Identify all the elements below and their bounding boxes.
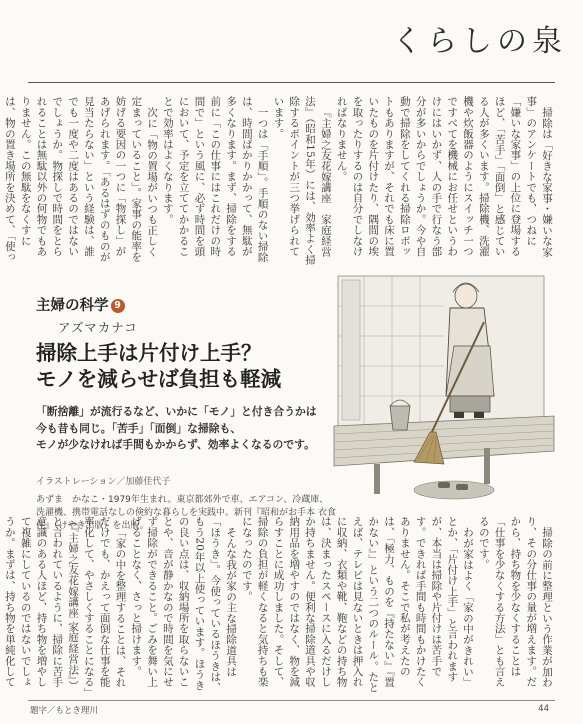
body-paragraph: 次に「物の置場がいつも正しく定まっていること」。家事の能率を妨げる要因の一つに「物探し」があげられます。「あるはずのものが見当たらない」という経験は、誰でも一度や二度はあるのではないでしょうか。物探しで時間をとられることは無駄以外の何物でもありません。この無駄をなくすには、物の置き場所を決めて、「使っ [3, 96, 159, 262]
body-paragraph: 「家の中を整理することは、それだけでも、かえって面倒な仕事を能率化して、やさしくすることになる」（『主婦之友花嫁講座 家庭経営法』）と言われているように、掃除に苦手意識のある人ほど、持ち物を増やして複雑にしているのではないでしょうか。まずは、持ち物を単純化して [3, 516, 127, 693]
page-number: 44 [538, 704, 549, 714]
body-bottom-columns [3, 516, 554, 694]
sweeping-woman-illustration [334, 266, 554, 506]
body-paragraph: 『主婦之友花嫁講座 家庭経営法』（昭和15年）には、効率よく掃除するポイントが三つ挙げられています。 [272, 96, 332, 266]
headline-line: モノを減らせば負担も軽減 [36, 367, 282, 391]
masthead-title: くらしの泉 [392, 24, 567, 59]
illustration-credit: イラストレーション／加藤佳代子 [36, 477, 171, 487]
lead-text [36, 404, 336, 454]
lead-line: 今も昔も同じ。「苦手」「面倒」な掃除も、 [36, 421, 242, 435]
lead-line: 「断捨離」が流行るなど、いかに「モノ」と付き合うかは [36, 405, 317, 418]
author-name: アズマカナコ [58, 320, 138, 335]
series-number-badge: 9 [111, 299, 125, 313]
series-label [36, 294, 125, 315]
body-paragraph: 掃除は「好きな家事・嫌いな家事」のアンケートでも、つねに「嫌いな家事」の上位に登場するほど、「苦手」「面倒」と感じている人が多くいます。掃除機、洗濯機や炊飯器のようにスイッチ一つですべてを機械にお任せというわけにはいかず、人の手で行なう部分が多いからでしょうか。今や自動で掃除をしてくれる掃除ロボットもありますが、それでも床に置いたものを片付けたり、隅間の埃を取ったりするのは自分でしなければなりません。 [335, 96, 553, 257]
body-paragraph: 一つは「手順」。手順のない掃除は、時間ばかりかかって、無駄が多くなります。まず、掃除をする前に「この仕事にはこれだけの時間で」という風に、必ず時間を頭において、予定を立ててかかることで効率はよくなります。 [161, 96, 269, 262]
title-calligraphy-credit: 題字／もとき理川 [30, 706, 99, 716]
body-paragraph: 掃除の前に整理という作業が加わり、その分仕事の量が増えます。だから、持ち物を少なくすることは「仕事を少なくする方法」とも言えるのです。 [477, 516, 553, 688]
series-title: 主婦の科学 [36, 298, 109, 314]
body-paragraph: そんな我が家の主な掃除道具は「ほうき」。今使っているほうきは、もう20年以上使っています。ほうきの良い点は、収納場所を取らないことや、音が静かなので時間を気にせず掃除ができること。ごみを舞い上げることなく、さっと掃けます。 [130, 516, 238, 693]
body-paragraph: わが家はよく「家の中がきれい」とか、「片付け上手」と言われますが、本当は掃除や片付けは苦手です。できれば手間も時間もかけたくありません。そこで私が考えたのは、「極力、ものを『持たない』『置かない』」という二つのルール。たとえば、テレビは見ないときは押入れに収納、衣類や靴、鞄などの持ち物は、決まったスペースに入るだけしか持ちません。便利な掃除道具や収納用品を増やすのではなく、物を減らすことに成功しました。そして、掃除の負担が軽くなると気持ちも楽になったのです。 [240, 516, 475, 693]
headline [36, 340, 336, 392]
headline-line: 掃除上手は片付け上手？ [36, 341, 262, 365]
masthead-rule [28, 82, 555, 83]
body-top-columns [3, 96, 554, 266]
footer-rule [28, 700, 555, 701]
lead-line: モノが少なければ手間もかからず、効率よくなるのです。 [36, 438, 315, 451]
author-bio: あずま かなこ・1979年生まれ。東京都郊外で車、エアコン、冷蔵庫、洗濯機、携帯電話なしの倹約な暮らしを実践中。新刊『昭和がお手本 衣食住』（けやき出版）を出版。 [36, 495, 336, 531]
